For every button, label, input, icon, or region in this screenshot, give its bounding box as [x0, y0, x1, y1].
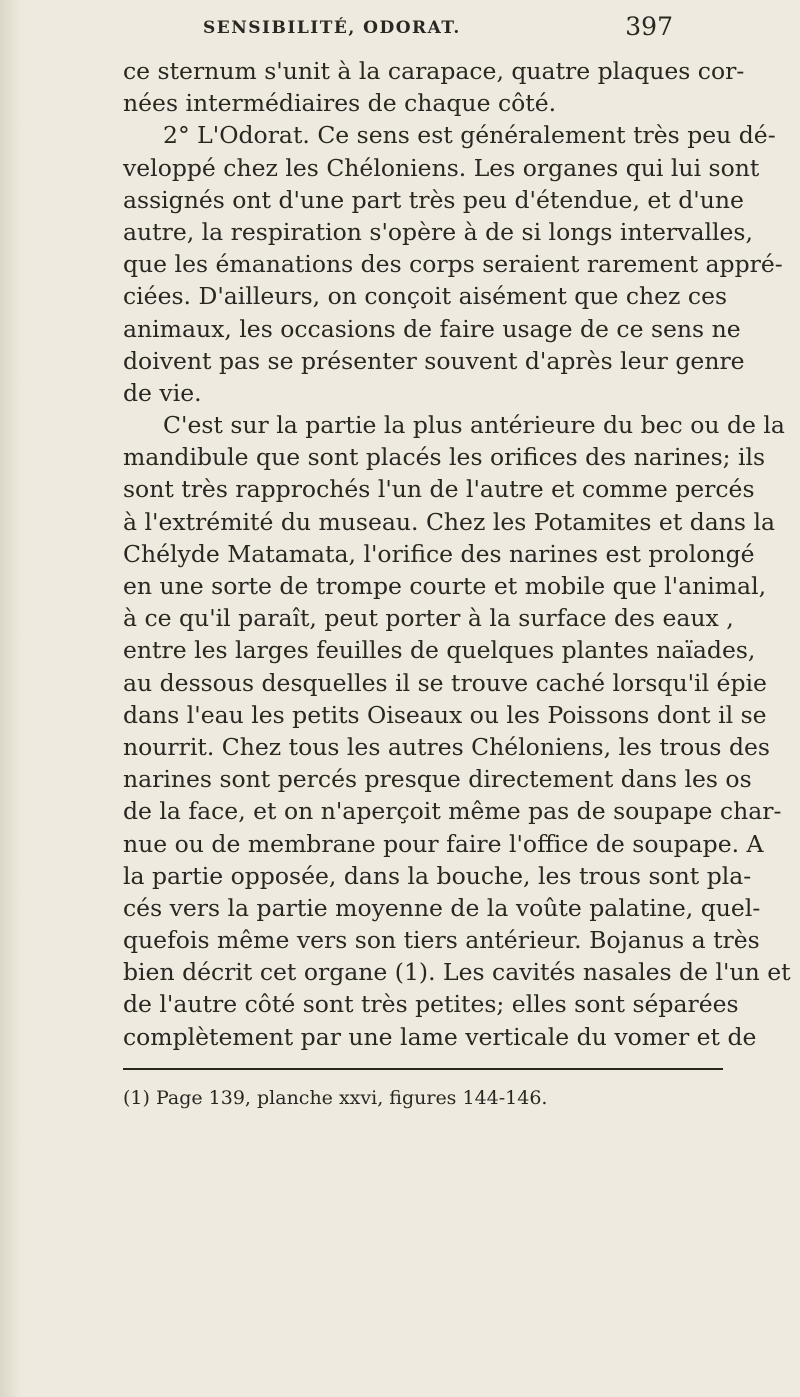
text-line: nées intermédiaires de chaque côté.	[123, 89, 557, 118]
text-line: la partie opposée, dans la bouche, les trous sont pla-	[123, 861, 752, 890]
text-line: Chélyde Matamata, l'orifice des narines est prolongé	[123, 539, 755, 568]
footnote-rule	[123, 1068, 723, 1070]
text-line: nourrit. Chez tous les autres Chéloniens, les trous des	[123, 732, 770, 761]
text-line: assignés ont d'une part très peu d'étendue, et d'une	[123, 185, 744, 214]
text-line: mandibule que sont placés les orifices des narines; ils	[123, 443, 766, 472]
page-gutter-shadow	[0, 0, 22, 1397]
text-line: complètement par une lame verticale du vomer et de	[123, 1022, 757, 1051]
text-line: narines sont percés presque directement dans les os	[123, 765, 752, 794]
text-line: doivent pas se présenter souvent d'après leur genre	[123, 346, 745, 375]
text-line: C'est sur la partie la plus antérieure du bec ou de la	[163, 411, 785, 440]
text-line: en une sorte de trompe courte et mobile que l'animal,	[123, 572, 767, 600]
text-line: 2° L'Odorat. Ce sens est généralement très peu dé-	[163, 121, 776, 150]
text-line: de la face, et on n'aperçoit même pas de soupape char-	[123, 797, 782, 826]
text-line: à ce qu'il paraît, peut porter à la surface des eaux ,	[123, 604, 734, 633]
footnote-block	[123, 1068, 723, 1110]
text-line: veloppé chez les Chéloniens. Les organes qui lui sont	[123, 153, 760, 182]
text-line: sont très rapprochés l'un de l'autre et comme percés	[123, 475, 755, 504]
body-text	[123, 55, 791, 1053]
text-line: dans l'eau les petits Oiseaux ou les Poissons dont il se	[123, 700, 767, 729]
text-line: de l'autre côté sont très petites; elles sont séparées	[123, 990, 739, 1019]
text-line: au dessous desquelles il se trouve caché lorsqu'il épie	[123, 668, 767, 697]
text-line: animaux, les occasions de faire usage de ce sens ne	[123, 314, 741, 343]
text-line: entre les larges feuilles de quelques plantes naïades,	[123, 636, 756, 665]
text-line: de vie.	[123, 378, 202, 407]
text-line: bien décrit cet organe (1). Les cavités nasales de l'un et	[123, 958, 791, 987]
text-line: à l'extrémité du museau. Chez les Potamites et dans la	[123, 507, 775, 536]
text-line: autre, la respiration s'opère à de si longs intervalles,	[123, 217, 753, 246]
running-head	[203, 12, 673, 46]
text-line: quefois même vers son tiers antérieur. Bojanus a très	[123, 926, 760, 955]
text-line: ce sternum s'unit à la carapace, quatre plaques cor-	[123, 57, 745, 85]
text-line: nue ou de membrane pour faire l'office de soupape. A	[123, 829, 764, 858]
text-line: cés vers la partie moyenne de la voûte palatine, quel-	[123, 893, 761, 922]
running-head-title: SENSIBILITÉ, ODORAT.	[203, 18, 461, 38]
text-line: que les émanations des corps seraient rarement appré-	[123, 250, 783, 279]
footnote-text: (1) Page 139, planche xxvi, figures 144-146.	[123, 1087, 548, 1109]
text-line: ciées. D'ailleurs, on conçoit aisément que chez ces	[123, 282, 728, 311]
page-number: 397	[625, 12, 673, 41]
